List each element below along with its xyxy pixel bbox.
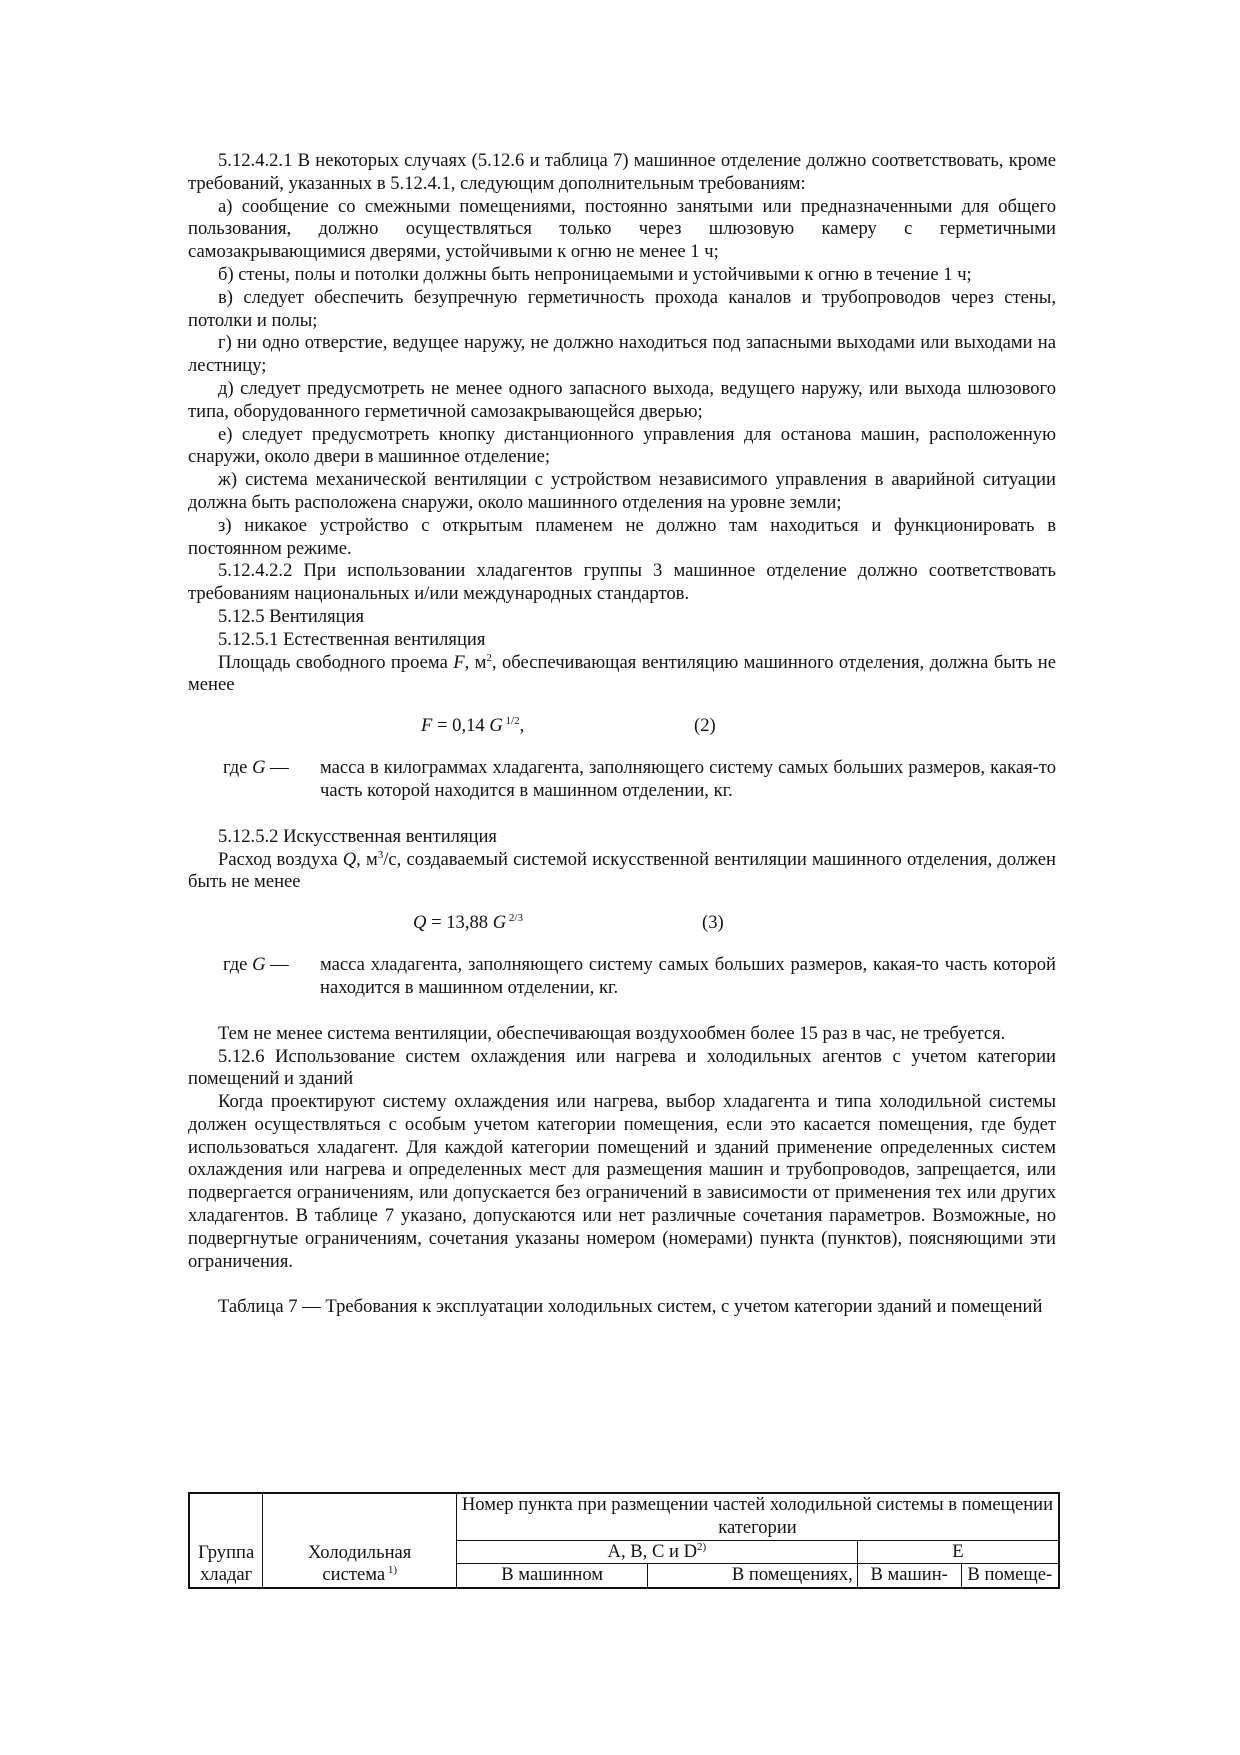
text-fragment: система <box>322 1564 386 1586</box>
text-fragment: , м <box>464 651 487 673</box>
footnote-mark: 2) <box>697 1540 707 1553</box>
where-clause <box>188 757 1056 803</box>
heading-5-12-5-2: 5.12.5.2 Искусственная вентиляция <box>218 825 497 847</box>
header-line: Группа <box>198 1541 255 1563</box>
formula-3 <box>188 894 1056 954</box>
list-item: г) ни одно отверстие, ведущее наружу, не должно находиться под запасными выходами или выходами на лестницу; <box>188 332 1056 377</box>
text-fragment: /с, создаваемый системой искусственной вентиляции машинного отделения, должен быть не менее <box>188 848 1056 893</box>
exponent: 1/2 <box>502 715 520 728</box>
text-fragment: , обеспечивающая вентиляцию машинного отделения, должна быть не менее <box>188 651 1056 696</box>
formula-number: (3) <box>702 912 724 934</box>
natural-ventilation-text <box>188 652 1056 698</box>
variable-g: G <box>492 912 507 934</box>
footnote-mark: 1) <box>385 1564 398 1577</box>
variable-f: F <box>421 715 433 737</box>
list-item: д) следует предусмотреть не менее одного запасного выхода, ведущего наружу, или выхода шлюзового типа, оборудованного герметичной самозакрывающейся дверью; <box>188 377 1056 422</box>
subheader-machine-room-e: В машин- <box>857 1564 961 1588</box>
formula-part: , <box>519 715 525 737</box>
column-header-refrigeration-system <box>263 1493 457 1588</box>
where-label <box>188 757 320 803</box>
variable-q: Q <box>342 848 357 870</box>
text-fragment: Расход воздуха <box>218 848 343 870</box>
text-fragment: где <box>223 757 253 779</box>
text-fragment: — <box>265 757 289 779</box>
subheader-rooms-e: В помеще- <box>961 1564 1059 1588</box>
formula-2 <box>188 697 1056 757</box>
header-line <box>267 1564 452 1587</box>
column-header-refrigerant-group <box>189 1493 263 1588</box>
artificial-ventilation-text <box>188 849 1056 895</box>
variable-q: Q <box>413 912 427 934</box>
text-fragment: — <box>265 954 289 976</box>
text-fragment: , м <box>356 848 378 870</box>
formula-part: = 0,14 <box>432 715 490 737</box>
formula-number: (2) <box>694 715 716 737</box>
category-e-header: Е <box>857 1540 1059 1564</box>
table-7 <box>188 1492 1060 1589</box>
list-item: б) стены, полы и потолки должны быть непроницаемыми и устойчивыми к огню в течение 1 ч; <box>218 263 972 285</box>
superscript: 2 <box>486 651 492 664</box>
subheader-machine-room: В машинном <box>456 1564 647 1588</box>
subheader-rooms: В помещениях, <box>648 1564 857 1588</box>
where-text: масса в килограммах хладагента, заполняющего систему самых больших размеров, какая-то часть которой находится в машинном отделении, кг. <box>320 757 1056 801</box>
column-header-placement: Номер пункта при размещении частей холодильной системы в помещении категории <box>456 1493 1059 1540</box>
variable-f: F <box>453 651 465 673</box>
list-item: а) сообщение со смежными помещениями, постоянно занятыми или предназначенными для общего пользования, должно осуществляться только через шлюзовую камеру с герметичными самозакрывающимися дверями, устойчивыми к огню не менее 1 ч; <box>188 195 1056 263</box>
paragraph-5-12-6: Когда проектируют систему охлаждения или нагрева, выбор хладагента и типа холодильной системы должен осуществляться с особым учетом категории помещения, если это касается помещения, где будет использоваться хладагент. Для каждой категории помещений и зданий применение определенных систем охлаждения или нагрева и определенных мест для размещения машин и трубопроводов, запрещается, или подвергается ограничениям, или допускается без ограничений в зависимости от применения тех или других хладагентов. В таблице 7 указано, допускаются или нет различные сочетания параметров. Возможные, но подвергнутые ограничениям, сочетания указаны номером (номерами) пункта (пунктов), поясняющими эти ограничения. <box>188 1091 1056 1272</box>
list-item: е) следует предусмотреть кнопку дистанционного управления для останова машин, расположенную снаружи, около двери в машинное отделение; <box>188 423 1056 468</box>
paragraph-5-12-4-2-2: 5.12.4.2.2 При использовании хладагентов группы 3 машинное отделение должно соответствовать требованиям национальных и/или международных стандартов. <box>188 560 1056 605</box>
where-text: масса хладагента, заполняющего систему самых больших размеров, какая-то часть которой находится в машинном отделении, кг. <box>320 954 1056 998</box>
document-page <box>188 150 1056 1319</box>
variable-g: G <box>252 954 266 976</box>
list-item: з) никакое устройство с открытым пламенем не должно там находиться и функционировать в постоянном режиме. <box>188 514 1056 559</box>
ventilation-note: Тем не менее система вентиляции, обеспечивающая воздухообмен более 15 раз в час, не требуется. <box>218 1022 1006 1044</box>
header-line: хладаг <box>200 1564 253 1586</box>
text-fragment: А, В, С и D <box>607 1540 698 1562</box>
heading-5-12-6: 5.12.6 Использование систем охлаждения или нагрева и холодильных агентов с учетом категории помещений и зданий <box>188 1045 1056 1090</box>
table-caption: Таблица 7 — Требования к эксплуатации холодильных систем, с учетом категории зданий и помещений <box>218 1296 1043 1318</box>
where-label <box>188 954 320 1000</box>
exponent: 2/3 <box>506 912 523 925</box>
superscript: 3 <box>377 848 384 861</box>
where-clause <box>188 954 1056 1000</box>
formula-expression <box>413 912 523 935</box>
paragraph-5-12-4-2-1: 5.12.4.2.1 В некоторых случаях (5.12.6 и таблица 7) машинное отделение должно соответствовать, кроме требований, указанных в 5.12.4.1, следующим дополнительным требованиям: <box>188 150 1056 194</box>
formula-expression <box>421 715 524 738</box>
header-line: Холодильная <box>308 1541 412 1563</box>
variable-g: G <box>252 757 266 779</box>
category-abcd-header <box>456 1540 857 1564</box>
list-item: в) следует обеспечить безупречную герметичность прохода каналов и трубопроводов через стены, потолки и полы; <box>188 286 1056 331</box>
text-fragment: Площадь свободного проема <box>218 651 454 673</box>
text-fragment: где <box>223 954 253 976</box>
formula-part: = 13,88 <box>426 912 493 934</box>
list-item: ж) система механической вентиляции с устройством независимого управления в аварийной ситуации должна быть расположена снаружи, около машинного отделения на уровне земли; <box>188 469 1056 513</box>
variable-g: G <box>489 715 503 737</box>
heading-5-12-5: 5.12.5 Вентиляция <box>218 605 365 627</box>
heading-5-12-5-1: 5.12.5.1 Естественная вентиляция <box>218 628 486 650</box>
